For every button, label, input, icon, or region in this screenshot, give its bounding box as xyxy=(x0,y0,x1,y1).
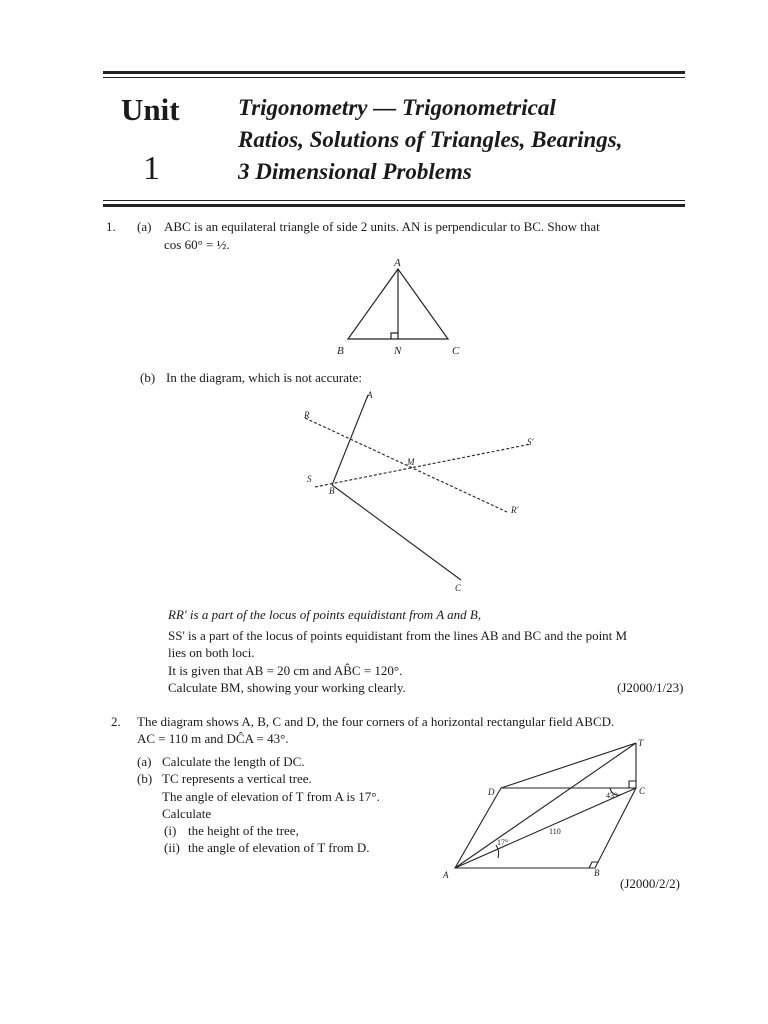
field-label-d: D xyxy=(488,787,495,797)
unit-label: Unit xyxy=(121,92,180,127)
point-label-m: M xyxy=(407,457,415,467)
q1a-line-2: cos 60° = ½. xyxy=(164,237,230,252)
unit-number: 1 xyxy=(143,150,160,187)
q2-line-2: AC = 110 m and DĈA = 43°. xyxy=(137,731,289,746)
line-dt xyxy=(501,743,636,788)
q1a-line-1: ABC is an equilateral triangle of side 2 units. AN is perpendicular to BC. Show that xyxy=(164,219,600,234)
right-angle-mark-n xyxy=(391,333,398,339)
line-at xyxy=(455,743,636,868)
q2a-label: (a) xyxy=(137,754,152,769)
point-label-s-prime: S' xyxy=(527,437,534,447)
q1-number: 1. xyxy=(106,219,116,234)
vertex-label-a: A xyxy=(394,257,401,269)
field-label-t: T xyxy=(638,738,644,748)
q2b-i-label: (i) xyxy=(164,823,177,838)
point-label-r-prime: R' xyxy=(511,505,519,515)
title-line-1: Trigonometry — Trigonometrical xyxy=(238,95,556,120)
q2b-line-1: TC represents a vertical tree. xyxy=(162,771,312,786)
point-label-a: A xyxy=(367,390,373,400)
vertex-label-b: B xyxy=(337,345,344,357)
header-rule-bottom-thin xyxy=(103,200,685,201)
q2-line-1: The diagram shows A, B, C and D, the four corners of a horizontal rectangular field ABCD. xyxy=(137,714,615,729)
q2a-text: Calculate the length of DC. xyxy=(162,754,305,769)
field-tree-diagram xyxy=(440,730,655,880)
line-bc xyxy=(332,485,461,580)
header-rule-bottom-thick xyxy=(103,204,685,207)
q1a-label: (a) xyxy=(137,219,152,234)
diagonal-ac xyxy=(455,788,636,868)
q2b-ii-label: (ii) xyxy=(164,840,180,855)
point-label-b: B xyxy=(329,486,335,496)
vertex-label-c: C xyxy=(452,345,460,357)
point-label-r: R xyxy=(304,410,310,420)
q1-body-line-3: lies on both loci. xyxy=(168,645,255,660)
q1-reference: (J2000/1/23) xyxy=(617,680,684,695)
title-line-2: Ratios, Solutions of Triangles, Bearings, xyxy=(238,127,623,152)
q2b-ii-text: the angle of elevation of T from D. xyxy=(188,840,370,855)
header-rule-top-thick xyxy=(103,71,685,74)
vertex-label-n: N xyxy=(394,345,402,357)
triangle-abc-figure xyxy=(330,255,470,360)
q1-body-line-5: Calculate BM, showing your working clearly. xyxy=(168,680,406,695)
angle-label-43: 43° xyxy=(606,791,618,800)
q1-body-line-4: It is given that AB = 20 cm and AB̂C = 120°. xyxy=(168,663,403,678)
field-label-b: B xyxy=(594,868,600,878)
q1b-intro: In the diagram, which is not accurate: xyxy=(166,370,363,385)
q1b-label: (b) xyxy=(140,370,156,385)
line-ab xyxy=(332,395,368,485)
locus-rr xyxy=(305,418,507,512)
unit-title xyxy=(238,92,698,188)
angle-label-17: 17° xyxy=(497,838,509,847)
point-label-c: C xyxy=(455,583,462,593)
q2b-line-3: Calculate xyxy=(162,806,212,821)
q1-body-line-2: SS' is a part of the locus of points equidistant from the lines AB and BC and the point M xyxy=(168,628,628,643)
q2-reference: (J2000/2/2) xyxy=(620,876,680,891)
locus-ss xyxy=(315,444,531,487)
field-label-a: A xyxy=(443,870,449,880)
q2b-i-text: the height of the tree, xyxy=(188,823,299,838)
length-label-110: 110 xyxy=(549,827,561,836)
q2b-label: (b) xyxy=(137,771,153,786)
q2-number: 2. xyxy=(111,714,121,729)
loci-diagram xyxy=(295,388,555,598)
header-rule-top-thin xyxy=(103,77,685,78)
point-label-s: S xyxy=(307,474,312,484)
q1-body-line-1: RR' is a part of the locus of points equidistant from A and B, xyxy=(168,607,482,622)
title-line-3: 3 Dimensional Problems xyxy=(238,159,472,184)
field-label-c: C xyxy=(639,786,646,796)
q2b-line-2: The angle of elevation of T from A is 17°. xyxy=(162,789,380,804)
right-angle-mark-c xyxy=(629,781,636,788)
